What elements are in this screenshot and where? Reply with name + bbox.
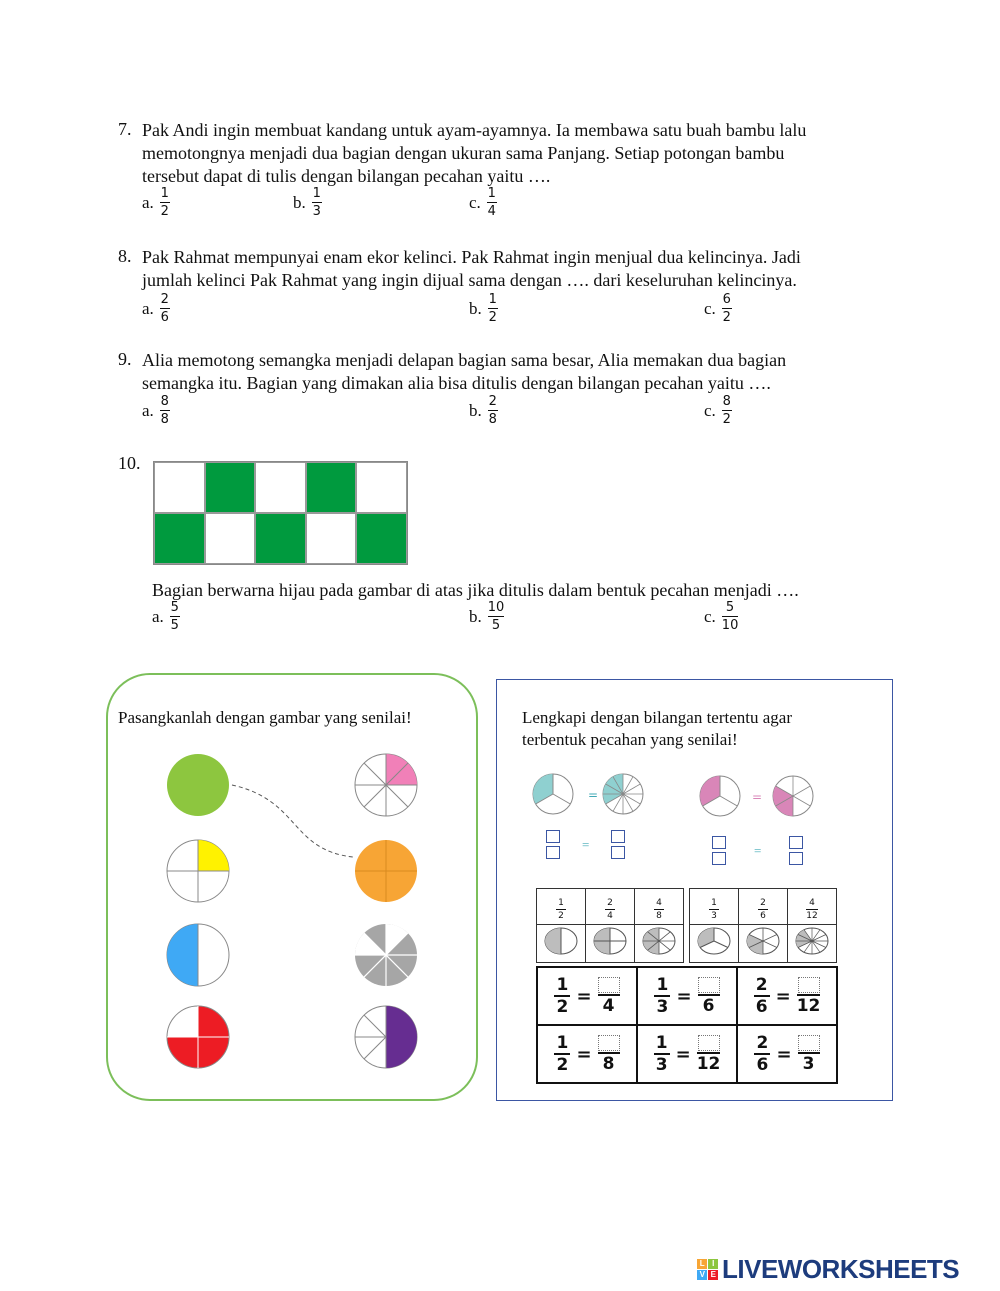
question-line: Pak Rahmat mempunyai enam ekor kelinci. Pak Rahmat ingin menjual dua kelincinya. Jadi xyxy=(142,247,801,267)
chart-header: $\frac{2}{6}$ xyxy=(739,889,788,925)
fraction: $\frac{10}{5}$ xyxy=(487,600,505,633)
chart-pie xyxy=(739,925,788,963)
grid-cell xyxy=(255,513,306,564)
chart-pie xyxy=(586,925,635,963)
teal-circle-thirds xyxy=(533,774,573,814)
circle-eighth-pink[interactable] xyxy=(355,754,417,816)
option-b[interactable]: b. $\frac{2}{8}$ xyxy=(469,394,497,427)
fraction: $\frac{8}{2}$ xyxy=(722,394,731,427)
numerator-input[interactable] xyxy=(546,830,560,843)
fraction-cell: $\frac{1}{3}$ = 6 xyxy=(637,967,737,1025)
question-line: semangka itu. Bagian yang dimakan alia bisa ditulis dengan bilangan pecahan yaitu …. xyxy=(142,373,771,393)
fraction-chart xyxy=(536,888,837,963)
fraction: $\frac{5}{10}$ xyxy=(721,600,739,633)
fraction: $\frac{2}{6}$ xyxy=(160,292,169,325)
circle-three-quarters-red[interactable] xyxy=(167,1006,229,1068)
fraction: $\frac{1}{2}$ xyxy=(488,292,497,325)
circle-half-blue[interactable] xyxy=(167,924,229,986)
answer-input[interactable] xyxy=(598,977,620,993)
fraction: $\frac{1}{2}$ xyxy=(160,186,169,219)
teal-circle-twelfths xyxy=(603,774,643,814)
chart-pie xyxy=(537,925,586,963)
fraction-cell: $\frac{1}{2}$ = 8 xyxy=(537,1025,637,1083)
matching-figures xyxy=(150,745,440,1085)
option-c[interactable]: c. $\frac{6}{2}$ xyxy=(704,292,731,325)
fraction: $\frac{1}{4}$ xyxy=(487,186,496,219)
answer-input[interactable] xyxy=(798,1035,820,1051)
numerator-input[interactable] xyxy=(789,836,803,849)
option-a[interactable]: a. $\frac{2}{6}$ xyxy=(142,292,169,325)
option-b[interactable]: b. $\frac{1}{2}$ xyxy=(469,292,497,325)
circle-whole-orange[interactable] xyxy=(355,840,417,902)
green-circle xyxy=(167,754,229,816)
chart-header: $\frac{2}{4}$ xyxy=(586,889,635,925)
chart-header: $\frac{4}{8}$ xyxy=(635,889,684,925)
logo-mark-icon: L I V E xyxy=(697,1259,718,1280)
match-line[interactable] xyxy=(232,785,353,857)
question-text xyxy=(142,119,806,188)
equivalent-panel-title: Lengkapi dengan bilangan tertentu agar terbentuk pecahan yang senilai! xyxy=(522,708,792,749)
answer-boxes-teal xyxy=(546,830,625,859)
yellow-sector xyxy=(198,840,229,871)
denominator-input[interactable] xyxy=(546,846,560,859)
fraction: $\frac{5}{5}$ xyxy=(170,600,179,633)
question-line: jumlah kelinci Pak Rahmat yang ingin dijual sama dengan …. dari keseluruhan kelincinya. xyxy=(142,270,797,290)
matching-panel-title: Pasangkanlah dengan gambar yang senilai! xyxy=(118,708,412,727)
chart-header: $\frac{4}{12}$ xyxy=(788,889,837,925)
grid-cell xyxy=(306,513,357,564)
circle-pairs xyxy=(528,770,828,830)
question-number: 9. xyxy=(118,349,132,369)
fraction-cell: $\frac{2}{6}$ = 3 xyxy=(737,1025,837,1083)
question-text xyxy=(142,349,786,395)
option-b[interactable]: b. $\frac{1}{3}$ xyxy=(293,186,321,219)
chart-header: $\frac{1}{2}$ xyxy=(537,889,586,925)
chart-pie xyxy=(635,925,684,963)
circle-eighths-gray[interactable] xyxy=(355,924,417,986)
question-line: memotongnya menjadi dua bagian dengan ukuran sama Panjang. Setiap potongan bambu xyxy=(142,143,785,163)
equals-sign: = xyxy=(752,790,763,804)
option-a[interactable]: a. $\frac{8}{8}$ xyxy=(142,394,169,427)
chart-pie xyxy=(690,925,739,963)
option-c[interactable]: c. $\frac{1}{4}$ xyxy=(469,186,496,219)
fraction: $\frac{1}{3}$ xyxy=(312,186,321,219)
purple-sector xyxy=(386,1006,417,1068)
logo-text: LIVEWORKSHEETS xyxy=(722,1254,960,1284)
fraction: $\frac{2}{8}$ xyxy=(488,394,497,427)
circle-whole-green[interactable] xyxy=(167,754,229,816)
question-number: 10. xyxy=(118,453,141,473)
grid-cell xyxy=(205,462,256,513)
option-c[interactable]: c. $\frac{8}{2}$ xyxy=(704,394,731,427)
answer-input[interactable] xyxy=(698,1035,720,1051)
option-a[interactable]: a. $\frac{5}{5}$ xyxy=(152,600,179,633)
equals-sign: = xyxy=(588,788,599,802)
option-a[interactable]: a. $\frac{1}{2}$ xyxy=(142,186,169,219)
circle-quarter-yellow[interactable] xyxy=(167,840,229,902)
equivalent-fraction-table xyxy=(536,966,838,1084)
answer-input[interactable] xyxy=(598,1035,620,1051)
grid-cell xyxy=(154,513,205,564)
grid-cell xyxy=(255,462,306,513)
question-line: tersebut dapat di tulis dengan bilangan pecahan yaitu …. xyxy=(142,166,551,186)
grid-cell xyxy=(356,462,407,513)
question-number: 8. xyxy=(118,246,132,266)
circle-eighths-purple[interactable] xyxy=(355,1006,417,1068)
equals-sign: = xyxy=(754,842,762,858)
chart-pie xyxy=(788,925,837,963)
option-c[interactable]: c. $\frac{5}{10}$ xyxy=(704,600,739,633)
answer-input[interactable] xyxy=(798,977,820,993)
denominator-input[interactable] xyxy=(712,852,726,865)
blue-sector xyxy=(167,924,198,986)
grid-cell xyxy=(154,462,205,513)
chart-header: $\frac{1}{3}$ xyxy=(690,889,739,925)
numerator-input[interactable] xyxy=(611,830,625,843)
fraction-cell: $\frac{1}{2}$ = 4 xyxy=(537,967,637,1025)
liveworksheets-logo[interactable] xyxy=(697,1254,959,1285)
answer-boxes-pink xyxy=(712,836,803,865)
equals-sign: = xyxy=(582,836,590,852)
fraction: $\frac{8}{8}$ xyxy=(160,394,169,427)
grid-cell xyxy=(356,513,407,564)
denominator-input[interactable] xyxy=(789,852,803,865)
fraction: $\frac{6}{2}$ xyxy=(722,292,731,325)
numerator-input[interactable] xyxy=(712,836,726,849)
pink-circle-sixths xyxy=(773,776,813,816)
question-line: Alia memotong semangka menjadi delapan bagian sama besar, Alia memakan dua bagian xyxy=(142,350,787,370)
option-b[interactable]: b. $\frac{10}{5}$ xyxy=(469,600,505,633)
denominator-input[interactable] xyxy=(611,846,625,859)
pink-circle-thirds xyxy=(700,776,740,816)
green-grid-figure xyxy=(153,461,408,565)
question-number: 7. xyxy=(118,119,132,139)
question-line: Pak Andi ingin membuat kandang untuk ayam-ayamnya. Ia membawa satu buah bambu lalu xyxy=(142,120,807,140)
question-text xyxy=(142,246,801,292)
question-text: Bagian berwarna hijau pada gambar di atas jika ditulis dalam bentuk pecahan menjadi …. xyxy=(152,580,799,600)
fraction-cell: $\frac{2}{6}$ = 12 xyxy=(737,967,837,1025)
answer-input[interactable] xyxy=(698,977,720,993)
fraction-cell: $\frac{1}{3}$ = 12 xyxy=(637,1025,737,1083)
grid-cell xyxy=(306,462,357,513)
grid-cell xyxy=(205,513,256,564)
